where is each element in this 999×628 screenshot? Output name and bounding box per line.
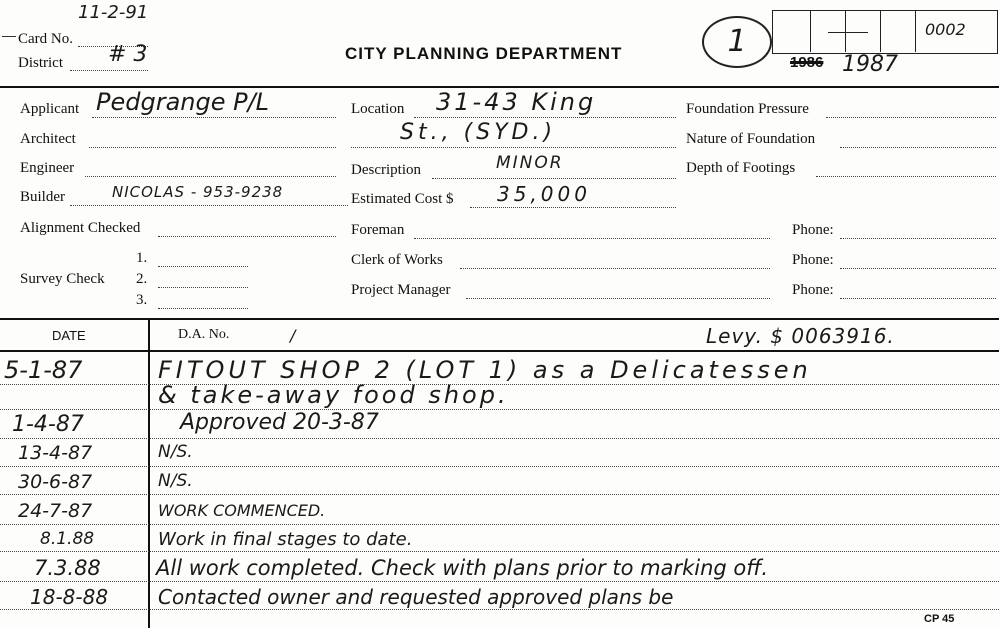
foundation-pressure-label: Foundation Pressure	[686, 101, 809, 117]
district-value: # 3	[108, 42, 148, 67]
log-entry: All work completed. Check with plans prior to marking off.	[156, 556, 769, 580]
year-struck: 1986	[790, 54, 824, 71]
clerk-label: Clerk of Works	[351, 252, 443, 268]
log-rule	[0, 409, 999, 410]
log-rule	[0, 609, 999, 610]
footings-line	[816, 176, 996, 177]
applicant-line	[92, 117, 336, 118]
log-date: 18-8-88	[30, 585, 109, 609]
applicant-label: Applicant	[20, 101, 80, 117]
survey-line-2	[158, 287, 248, 288]
number-box-divider-1	[810, 10, 811, 52]
card-no-label: Card No.	[18, 31, 73, 47]
log-date: 5-1-87	[4, 356, 83, 384]
log-rule	[0, 494, 999, 495]
engineer-line	[85, 176, 336, 177]
architect-label: Architect	[20, 131, 76, 147]
da-value: /	[290, 326, 296, 345]
district-line	[70, 70, 148, 71]
foreman-phone-label: Phone:	[792, 222, 834, 238]
box-number: 0002	[922, 20, 969, 39]
survey-item-3: 3.	[136, 292, 148, 308]
foreman-label: Foreman	[351, 222, 405, 238]
log-date: 7.3.88	[34, 556, 101, 580]
year-value: 1987	[842, 52, 898, 77]
department-title: CITY PLANNING DEPARTMENT	[345, 44, 623, 63]
clerk-phone-line	[840, 268, 996, 269]
log-entry: Contacted owner and requested approved plans be	[158, 585, 674, 609]
engineer-label: Engineer	[20, 160, 75, 176]
survey-item-1: 1.	[136, 250, 148, 266]
log-entry: Approved 20-3-87	[180, 410, 379, 435]
description-value: MINOR	[496, 153, 564, 173]
log-entry: & take-away food shop.	[158, 381, 509, 409]
location-line-1	[414, 117, 676, 118]
project-manager-label: Project Manager	[351, 282, 451, 298]
description-line	[432, 178, 676, 179]
log-date: 24-7-87	[18, 500, 93, 522]
log-date: 8.1.88	[40, 529, 95, 549]
card-no-tick	[2, 36, 16, 37]
log-rule	[0, 551, 999, 552]
pm-phone-line	[840, 298, 996, 299]
survey-line-3	[158, 308, 248, 309]
box-pen-stroke	[828, 32, 868, 33]
number-box-divider-3	[880, 10, 881, 52]
log-date: 13-4-87	[18, 442, 93, 464]
district-label: District	[18, 55, 63, 71]
cost-label: Estimated Cost $	[351, 191, 454, 207]
survey-item-2: 2.	[136, 271, 148, 287]
date-header: DATE	[52, 328, 86, 343]
survey-line-1	[158, 266, 248, 267]
log-entry: Work in final stages to date.	[158, 529, 413, 550]
builder-label: Builder	[20, 189, 65, 205]
foundation-nature-line	[840, 147, 996, 148]
builder-value: NICOLAS - 953-9238	[112, 183, 284, 201]
description-label: Description	[351, 162, 421, 178]
foreman-line	[414, 238, 770, 239]
project-manager-line	[466, 298, 770, 299]
log-date: 30-6-87	[18, 471, 93, 493]
number-box-divider-2	[845, 10, 846, 52]
location-value-2: St., (SYD.)	[400, 120, 557, 145]
applicant-value: Pedgrange P/L	[96, 88, 270, 116]
builder-line	[70, 205, 348, 206]
log-entry: WORK COMMENCED.	[158, 501, 326, 520]
clerk-line	[460, 268, 770, 269]
foreman-phone-line	[840, 238, 996, 239]
log-entry: N/S.	[158, 442, 193, 462]
circled-number-text: 1	[727, 24, 747, 59]
log-rule	[0, 581, 999, 582]
cost-line	[470, 207, 676, 208]
cost-value: 35,000	[497, 182, 591, 206]
alignment-label: Alignment Checked	[20, 220, 141, 236]
log-rule	[0, 438, 999, 439]
levy-value: Levy. $ 0063916.	[706, 324, 895, 348]
architect-line	[89, 147, 336, 148]
da-header: D.A. No.	[178, 327, 230, 342]
log-header-divider	[0, 350, 999, 352]
survey-label: Survey Check	[20, 271, 105, 287]
log-date: 1-4-87	[12, 412, 84, 437]
footings-label: Depth of Footings	[686, 160, 796, 176]
clerk-phone-label: Phone:	[792, 252, 834, 268]
location-line-2	[351, 147, 676, 148]
location-label: Location	[351, 101, 405, 117]
card-handwritten-date: 11-2-91	[78, 2, 149, 23]
location-value-1: 31-43 King	[436, 88, 597, 116]
form-code: CP 45	[924, 613, 955, 625]
foundation-pressure-line	[826, 117, 996, 118]
log-entry: FITOUT SHOP 2 (LOT 1) as a Delicatessen	[158, 356, 812, 384]
number-box-divider-4	[915, 10, 916, 52]
pm-phone-label: Phone:	[792, 282, 834, 298]
alignment-line	[158, 236, 336, 237]
log-rule	[0, 524, 999, 525]
foundation-nature-label: Nature of Foundation	[686, 131, 816, 147]
circled-number	[702, 16, 772, 68]
log-rule	[0, 466, 999, 467]
log-entry: N/S.	[158, 471, 193, 491]
